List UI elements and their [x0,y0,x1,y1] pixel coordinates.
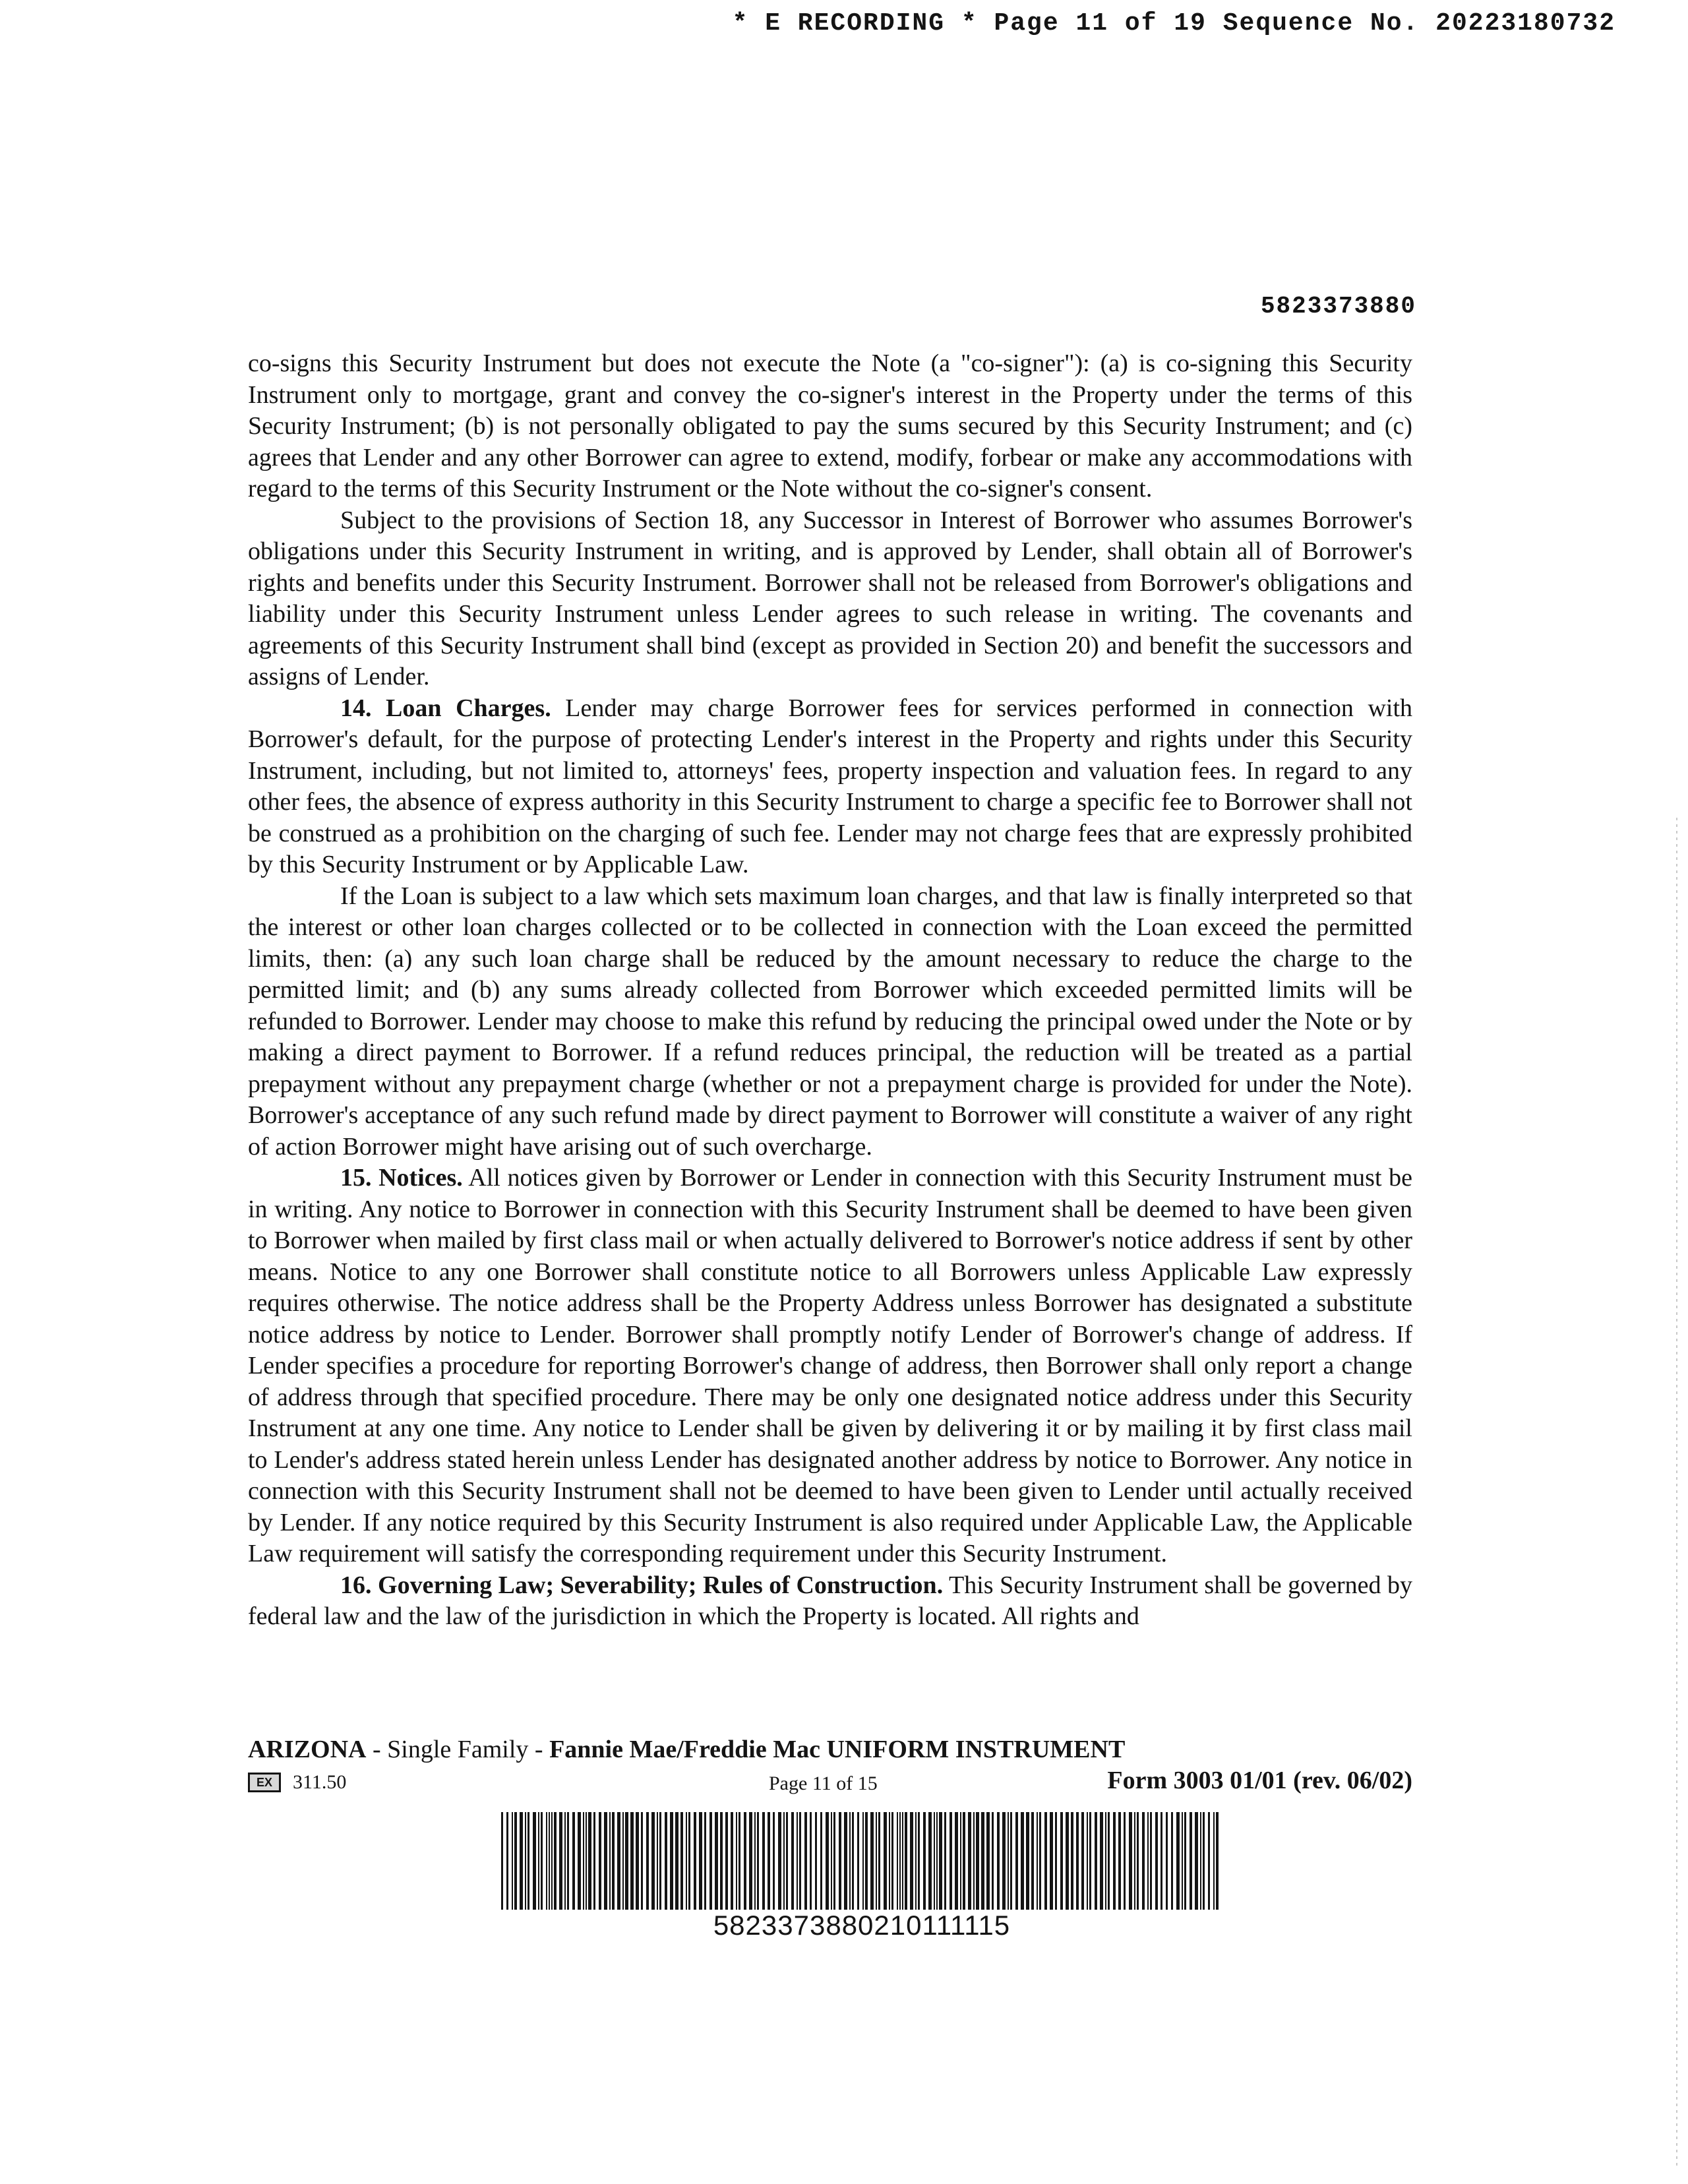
paragraph-max-loan-charges: If the Loan is subject to a law which sets maximum loan charges, and that law is finally interpreted so that the interest or other loan charges collected or to be collected in connection with the Loan exceed the permitted limits, then: (a) any such loan charge shall be reduced by the amount necessary to reduce the charge to the permitted limit; and (b) any sums already collected from Borrower which exceeded permitted limits will be refunded to Borrower. Lender may choose to make this refund by reducing the principal owed under the Note or by making a direct payment to Borrower. If a refund reduces principal, the reduction will be treated as a partial prepayment without any prepayment charge (whether or not a prepayment charge is provided for under the Note). Borrower's acceptance of any such refund made by direct payment to Borrower will constitute a waiver of any right of action Borrower might have arising out of such overcharge. [248,882,1412,1161]
barcode-bar [1171,1812,1173,1910]
barcode-bar [839,1812,841,1910]
barcode-bar [923,1812,926,1910]
barcode-bar [599,1812,601,1910]
section-text-notices: All notices given by Borrower or Lender in connection with this Security Instrument must be in writing. Any notice to Borrower in connection with this Security Instrument shall be deemed to have been given to Borrower when mailed by first class mail or when actually delivered to Borrower's notice address if sent by other means. Notice to any one Borrower shall constitute notice to all Borrowers unless Applicable Law expressly requires otherwise. The notice address shall be the Property Address unless Borrower has designated a substitute notice address by notice to Lender. Borrower shall promptly notify Lender of Borrower's change of address. If Lender specifies a procedure for reporting Borrower's change of address, then Borrower shall only report a change of address through that specified procedure. There may be only one designated notice address under this Security Instrument at any one time. Any notice to Lender shall be given by delivering it or by mailing it by first class mail to Lender's address stated herein unless Lender has designated another address by notice to Borrower. Any notice in connection with this Security Instrument shall not be deemed to have been given to Lender until actually received by Lender. If any notice required by this Security Instrument is also required under Applicable Law, the Applicable Law requirement will satisfy the corresponding requirement under this Security Instrument. [248,1164,1412,1567]
barcode-bar [720,1812,723,1910]
barcode-bar [554,1812,557,1910]
barcode-bar [905,1812,907,1910]
barcode-bar [538,1812,539,1910]
form-footer [248,1734,1412,1798]
barcode-bar [688,1812,690,1910]
scan-edge-artifact [1676,818,1677,2169]
barcode-bar [1134,1812,1135,1910]
barcode-bar [651,1812,655,1910]
barcode-bar [1008,1812,1009,1910]
barcode-bar [934,1812,935,1910]
barcode-bar [1190,1812,1192,1910]
barcode-bar [593,1812,595,1910]
barcode-bar [586,1812,587,1910]
barcode-bar [1213,1812,1215,1910]
barcode-bar [1155,1812,1158,1910]
barcode-bar [525,1812,526,1910]
barcode-bar [646,1812,649,1910]
barcode-bar [665,1812,667,1910]
section-heading-governing-law: 16. Governing Law; Severability; Rules of Construction. [340,1571,944,1599]
recording-header: * E RECORDING * Page 11 of 19 Sequence No. 20223180732 [732,9,1615,38]
barcode-bar [876,1812,877,1910]
barcode-bar [810,1812,812,1910]
page-number: Page 11 of 15 [769,1773,878,1794]
barcode-bar [622,1812,624,1910]
barcode-bar [609,1812,611,1910]
barcode-bar [878,1812,880,1910]
barcode-bar [709,1812,712,1910]
barcode-bar [641,1812,643,1910]
barcode-bar [973,1812,975,1910]
barcode-bar [778,1812,781,1910]
barcode-bar [891,1812,893,1910]
barcode-bar [976,1812,979,1910]
barcode-bar [694,1812,696,1910]
barcode-bar [704,1812,706,1910]
footer-state: ARIZONA [248,1736,367,1763]
barcode-bar [1060,1812,1063,1910]
form-code-number: 311.50 [293,1771,347,1793]
footer-separator: - Single Family - [366,1736,550,1763]
loan-number: 5823373880 [1260,293,1416,320]
barcode-bar [699,1812,702,1910]
barcode-bar [902,1812,903,1910]
barcode-bar [572,1812,575,1910]
barcode-bar [636,1812,639,1910]
barcode-bar [897,1812,898,1910]
barcode-bar [567,1812,569,1910]
barcode-bar [1124,1812,1126,1910]
barcode-bar [1200,1812,1201,1910]
paragraph-loan-charges [248,693,1412,881]
barcode-bar [1216,1812,1219,1910]
footer-instrument: Fannie Mae/Freddie Mac UNIFORM INSTRUMENT [549,1736,1126,1763]
barcode-bar [870,1812,874,1910]
barcode-bar [797,1812,798,1910]
barcode-bar [1195,1812,1198,1910]
section-text-loan-charges: Lender may charge Borrower fees for services performed in connection with Borrower's default, for the purpose of protecting Lender's interest in the Property and rights under this Security Instrument, including, but not limited to, attorneys' fees, property inspection and valuation fees. In regard to any other fees, the absence of express authority in this Security Instrument to charge a specific fee to Borrower shall not be construed as a prohibition on the charging of such fee. Lender may not charge fees that are expressly prohibited by this Security Instrument or by Applicable Law. [248,694,1412,878]
barcode-bar [1095,1812,1097,1910]
barcode-bar [783,1812,785,1910]
barcode-bar [1137,1812,1139,1910]
barcode-bar [1208,1812,1210,1910]
barcode-bar [1044,1812,1047,1910]
barcode-bar [1160,1812,1162,1910]
barcode-bar [791,1812,794,1910]
paragraph-governing-law [248,1570,1412,1633]
barcode-bar [910,1812,913,1910]
barcode-number: 5823373880210111115 [713,1910,1011,1941]
barcode-bar [546,1812,547,1910]
barcode-bar [1166,1812,1168,1910]
barcode-bar [1076,1812,1079,1910]
barcode-bar [749,1812,752,1910]
barcode-bar [551,1812,553,1910]
barcode-bar [1176,1812,1180,1910]
barcode-bar [1184,1812,1186,1910]
barcode-bar [514,1812,517,1910]
form-number: Form 3003 01/01 (rev. 06/02) [1107,1767,1412,1794]
barcode-bar [1050,1812,1053,1910]
barcode-bar [680,1812,683,1910]
barcode-bar [1071,1812,1073,1910]
barcode-bar [715,1812,718,1910]
footer-title [248,1734,1412,1765]
barcode-bar [578,1812,581,1910]
barcode-bar [992,1812,994,1910]
barcode-bar [831,1812,832,1910]
paragraph-cosigner: co-signs this Security Instrument but does not execute the Note (a "co-signer"): (a) is co-signing this Security Instrument only to mortgage, grant and convey the co-signer's interest in the Property under the terms of this Security Instrument; (b) is not personally obligated to pay the sums secured by this Security Instrument; and (c) agrees that Lender and any other Borrower can agree to extend, modify, forbear or make any accommodations with regard to the terms of this Security Instrument or the Note without the co-signer's consent. [248,349,1412,502]
barcode-bar [1081,1812,1084,1910]
barcode-bar [1147,1812,1149,1910]
barcode-bar [625,1812,628,1910]
barcode-bar [520,1812,523,1910]
barcode-bar [997,1812,1000,1910]
barcode-bar [963,1812,965,1910]
barcode-bar [1002,1812,1006,1910]
barcode-bar [1108,1812,1110,1910]
document-body [248,348,1412,1633]
barcode-bar [968,1812,971,1910]
barcode-bar [826,1812,829,1910]
barcode-bar [786,1812,788,1910]
barcode-bar [617,1812,620,1910]
barcode-bar [1113,1812,1116,1910]
barcode-bar [944,1812,946,1910]
barcode-bar [501,1812,503,1910]
barcode-bar [918,1812,920,1910]
barcode-bar [738,1812,740,1910]
barcode-bar [820,1812,822,1910]
barcode-bar [986,1812,990,1910]
barcode-bar [731,1812,733,1910]
barcode-bar [1010,1812,1012,1910]
barcode-bar [849,1812,851,1910]
barcode-bar [884,1812,887,1910]
barcode-bar [549,1812,550,1910]
barcode-bar [939,1812,942,1910]
barcode-bar [950,1812,952,1910]
barcode-bar [1182,1812,1183,1910]
barcode-bar [725,1812,728,1910]
section-heading-notices: 15. Notices. [340,1164,463,1192]
barcode-bar [857,1812,859,1910]
barcode [501,1812,1222,1910]
barcode-bar [675,1812,678,1910]
barcode-bar [583,1812,584,1910]
barcode-bar [981,1812,984,1910]
barcode-bar [744,1812,746,1910]
barcode-bar [889,1812,890,1910]
barcode-bar [1105,1812,1106,1910]
barcode-bar [852,1812,854,1910]
barcode-bar [736,1812,737,1910]
barcode-bar [659,1812,661,1910]
barcode-bar [955,1812,958,1910]
section-heading-loan-charges: 14. Loan Charges. [340,694,551,722]
barcode-bar [1087,1812,1088,1910]
barcode-bar [533,1812,536,1910]
barcode-bar [657,1812,658,1910]
barcode-bar [754,1812,756,1910]
barcode-bar [960,1812,961,1910]
ex-logo-icon: EX [248,1773,281,1792]
barcode-bar [559,1812,562,1910]
barcode-bar [1066,1812,1069,1910]
barcode-bar [686,1812,687,1910]
barcode-bar [928,1812,932,1910]
paragraph-successor: Subject to the provisions of Section 18, any Successor in Interest of Borrower who assumes Borrower's obligations under this Security Instrument in writing, and is approved by Lender, shall obtain all of Borrower's rights and benefits under this Security Instrument. Borrower shall not be released from Borrower's obligations and liability under this Security Instrument unless Lender agrees to such release in writing. The covenants and agreements of this Security Instrument shall bind (except as provided in Section 20) and benefit the successors and assigns of Lender. [248,506,1412,690]
barcode-bar [844,1812,847,1910]
barcode-bar [1089,1812,1091,1910]
barcode-bar [757,1812,759,1910]
barcode-bar [670,1812,673,1910]
barcode-bar [1129,1812,1132,1910]
barcode-bar [528,1812,529,1910]
barcode-bar [1037,1812,1038,1910]
footer-meta [248,1766,1412,1798]
paragraph-notices [248,1163,1412,1570]
barcode-bar [862,1812,864,1910]
barcode-bar [865,1812,868,1910]
barcode-bar [815,1812,817,1910]
barcode-bar [799,1812,801,1910]
form-code [248,1771,346,1794]
barcode-bar [804,1812,807,1910]
barcode-bar [1118,1812,1121,1910]
section-text-governing-law: This Security Instrument shall be governed by federal law and the law of the jurisdiction in which the Property is located. All rights and [248,1571,1413,1630]
barcode-bar [936,1812,938,1910]
barcode-bar [506,1812,508,1910]
barcode-bar [588,1812,591,1910]
barcode-bar [604,1812,607,1910]
barcode-bar [833,1812,835,1910]
barcode-bar [1039,1812,1041,1910]
barcode-bar [1150,1812,1152,1910]
barcode-bar [773,1812,775,1910]
barcode-bar [1100,1812,1103,1910]
barcode-bar [1055,1812,1057,1910]
barcode-bar [762,1812,765,1910]
barcode-bar [899,1812,901,1910]
barcode-bar [1026,1812,1029,1910]
barcode-bar [541,1812,543,1910]
barcode-bar [1015,1812,1018,1910]
barcode-bar [630,1812,634,1910]
barcode-bar [1142,1812,1145,1910]
barcode-bar [612,1812,615,1910]
barcode-bar [1021,1812,1024,1910]
barcode-bar [512,1812,513,1910]
barcode-bar [564,1812,566,1910]
barcode-bar [768,1812,770,1910]
barcode-bar [915,1812,917,1910]
barcode-bar [1203,1812,1205,1910]
barcode-bar [1031,1812,1034,1910]
